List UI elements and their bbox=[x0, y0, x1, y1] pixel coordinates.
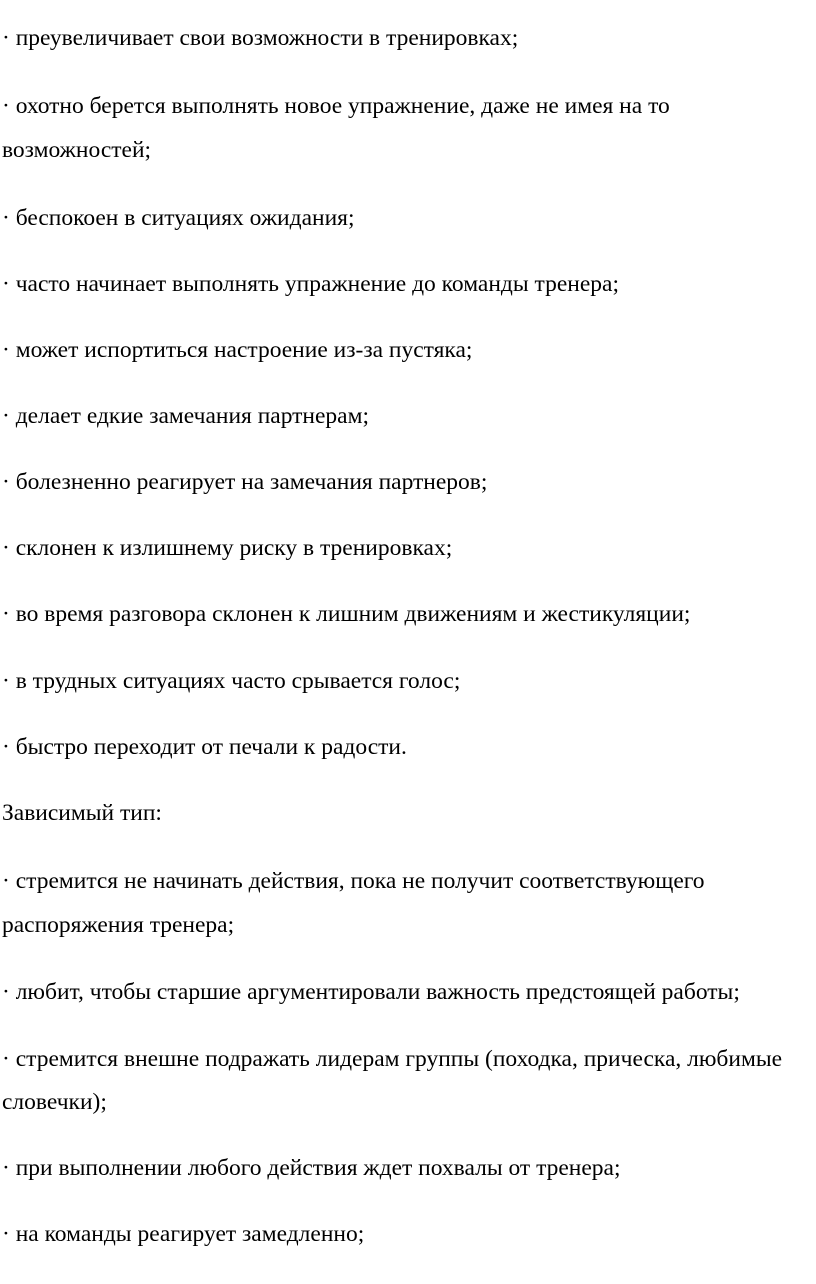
list-item: · преувеличивает свои возможности в тренировках; bbox=[2, 25, 519, 51]
list-item: · стремится не начинать действия, пока не получит соответствующего bbox=[2, 868, 705, 894]
list-item: · склонен к излишнему риску в тренировках; bbox=[2, 535, 453, 561]
list-item: · стремится внешне подражать лидерам группы (походка, прическа, любимые bbox=[2, 1046, 783, 1072]
section-heading: Зависимый тип: bbox=[2, 800, 162, 826]
list-item: · в трудных ситуациях часто срывается голос; bbox=[2, 668, 461, 694]
list-item: · любит, чтобы старшие аргументировали важность предстоящей работы; bbox=[2, 979, 740, 1005]
list-item: · беспокоен в ситуациях ожидания; bbox=[2, 205, 355, 231]
list-item: · охотно берется выполнять новое упражнение, даже не имея на то bbox=[2, 93, 670, 119]
list-item: · болезненно реагирует на замечания партнеров; bbox=[2, 469, 488, 495]
list-item-continuation: возможностей; bbox=[2, 137, 152, 163]
list-item: · быстро переходит от печали к радости. bbox=[2, 734, 407, 760]
list-item: · во время разговора склонен к лишним движениям и жестикуляции; bbox=[2, 601, 691, 627]
list-item: · на команды реагирует замедленно; bbox=[2, 1221, 365, 1247]
list-item: · часто начинает выполнять упражнение до команды тренера; bbox=[2, 271, 619, 297]
list-item-continuation: распоряжения тренера; bbox=[2, 912, 235, 938]
list-item: · делает едкие замечания партнерам; bbox=[2, 403, 370, 429]
list-item: · может испортиться настроение из-за пустяка; bbox=[2, 337, 473, 363]
list-item-continuation: словечки); bbox=[2, 1089, 107, 1115]
list-item: · при выполнении любого действия ждет похвалы от тренера; bbox=[2, 1155, 621, 1181]
